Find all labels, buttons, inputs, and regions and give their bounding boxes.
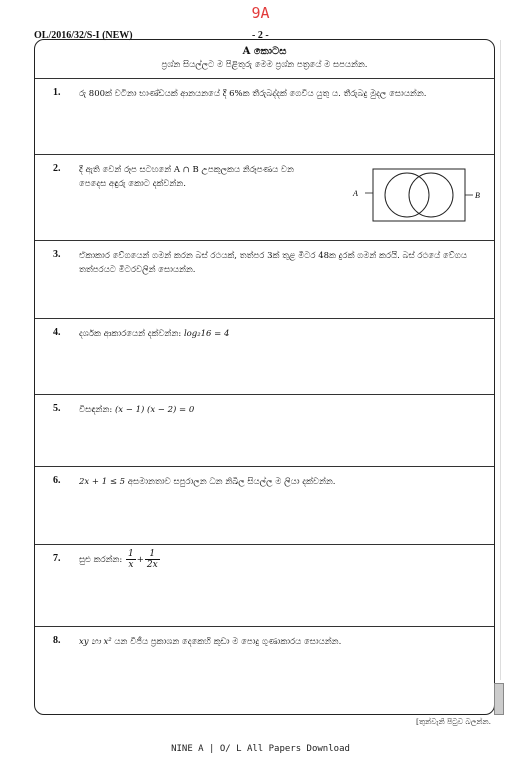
question-number: 1. [53, 87, 61, 98]
fraction-numerator: 1 [145, 549, 160, 560]
question-number: 4. [53, 327, 61, 338]
question-number: 5. [53, 403, 61, 414]
section-instruction: ප්‍රශ්න සියල්ලට ම පිළිතුරු මෙම ප්‍රශ්න පත්‍රයේ ම සපයන්න. [161, 60, 368, 70]
question-number: 2. [53, 163, 61, 174]
question-number: 3. [53, 249, 61, 260]
question-2 [35, 154, 494, 240]
question-text [79, 475, 478, 489]
fraction-2 [145, 549, 160, 570]
question-frame [34, 39, 495, 715]
question-8 [35, 626, 494, 714]
fraction-1 [126, 549, 136, 570]
page-number: - 2 - [252, 30, 269, 41]
question-text [79, 403, 478, 417]
question-text [79, 635, 478, 649]
math-expression: (x − 1) (x − 2) = 0 [114, 405, 195, 415]
question-text [79, 327, 478, 341]
set-b-circle [409, 173, 453, 217]
question-number: 8. [53, 635, 61, 646]
watermark-footer: NINE A | O/ L All Papers Download [171, 744, 350, 754]
question-7 [35, 544, 494, 626]
question-4 [35, 318, 494, 394]
math-expression: 2x + 1 ≤ 5 [79, 477, 126, 487]
set-a-circle [385, 173, 429, 217]
question-prompt: යන වීජීය ප්‍රකාශන දෙකෙහි කුඩා ම පොදු ගුණාකාරය සොයන්න. [114, 637, 342, 647]
question-text: ඒකාකාර වේගයෙන් ගමන් කරන බස් රථයක්, තත්පර 3ක් තුළ මීටර 48ක දුරක් ගමන් කරයි. බස් රථයේ වේගය තත්පරයට මීටරවලින් සොයන්න. [79, 251, 467, 275]
question-prompt: සුළු කරන්න: [79, 555, 123, 565]
question-number: 6. [53, 475, 61, 486]
question-text: සුළු කරන්න: $\frac{1}{x}$ + $\frac{1}{2x}$ [79, 549, 158, 570]
question-1 [35, 78, 494, 154]
math-expression: log₂16 = 4 [183, 329, 230, 339]
question-prompt: දර්ශක ආකාරයෙන් දක්වන්න: [79, 329, 182, 339]
page-edge-line [500, 40, 501, 680]
fraction-denominator: 2x [146, 560, 158, 570]
question-6 [35, 466, 494, 544]
question-prompt: අසමානතාව සපුරාලන ධන නිඛිල සියල්ල ම ලියා දක්වන්න. [127, 477, 336, 487]
venn-label-b: B [475, 191, 480, 200]
fraction-numerator: 1 [127, 549, 134, 559]
question-5 [35, 394, 494, 466]
venn-diagram [351, 165, 486, 227]
section-title: A කොටස [242, 46, 287, 57]
question-number: 7. [53, 553, 61, 564]
page-top-label: 9A [251, 4, 270, 22]
math-expression: xy හා x² [79, 637, 112, 647]
turn-page-note: [තුන්වැනි පිටුව බලන්න. [416, 717, 491, 726]
question-text: දී ඇති වෙන් රූප සටහනේ A ∩ B උපකුලකය නිරූපණය වන පෙදෙස අඳුරු කොට දක්වන්න. [79, 165, 294, 189]
paper-code: OL/2016/32/S-I (NEW) [34, 30, 133, 41]
question-3 [35, 240, 494, 318]
question-prompt: විසඳන්න: [79, 405, 113, 415]
venn-label-a: A [353, 189, 358, 198]
fraction-denominator: x [128, 560, 134, 570]
question-text: රු 800ක් වටිනා භාණ්ඩයක් ආනයනයේ දී 6%ක තීරුබද්දක් ගෙවිය යුතු ය. තීරුබදු මුදල සොයන්න. [79, 89, 427, 99]
page-edge-mark [494, 683, 504, 715]
